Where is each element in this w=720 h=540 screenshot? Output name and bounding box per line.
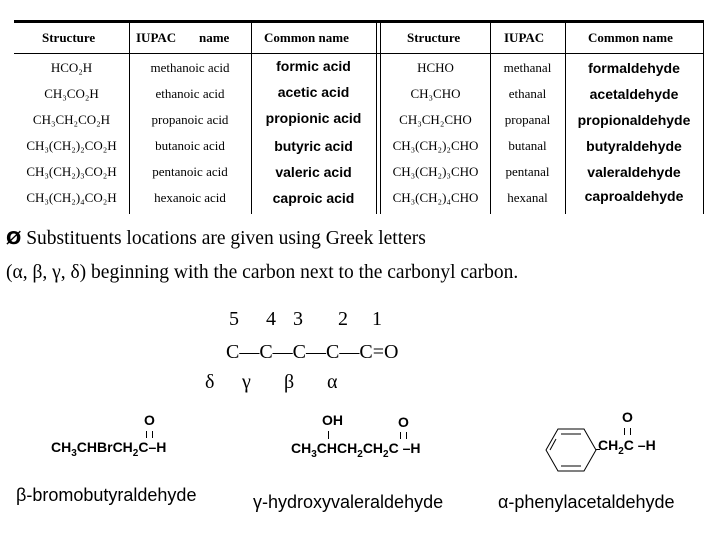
single-bond xyxy=(328,431,329,439)
bullet-line-1 xyxy=(6,228,426,250)
header-structure-left: Structure xyxy=(42,30,96,45)
aldehyde-iupac: pentanal xyxy=(505,164,550,179)
oxygen-atom: O xyxy=(144,412,155,428)
header-iupac-left: IUPAC xyxy=(136,30,177,45)
aldehyde-structure: CH₃CH₂CHO xyxy=(399,112,472,127)
acid-structure: HCO₂H xyxy=(50,60,93,75)
acid-iupac: pentanoic acid xyxy=(152,164,228,179)
chain-number: 4 xyxy=(266,308,276,330)
acid-iupac: propanoic acid xyxy=(151,112,229,127)
aldehyde-iupac: methanal xyxy=(503,60,552,75)
acid-common: caproic acid xyxy=(272,190,355,206)
hydroxyvaleraldehyde-name: γ-hydroxyvaleraldehyde xyxy=(253,492,444,512)
header-common-left: Common name xyxy=(264,30,349,45)
aldehyde-common: caproaldehyde xyxy=(584,188,684,204)
acid-structure: CH₃CO₂H xyxy=(44,86,99,101)
chain-number: 3 xyxy=(293,308,303,330)
acid-common: acetic acid xyxy=(277,84,350,100)
acid-structure: CH₃(CH₂)₂CO₂H xyxy=(26,138,117,153)
aldehyde-structure: CH₃(CH₂)₂CHO xyxy=(392,138,479,153)
acid-iupac: butanoic acid xyxy=(155,138,225,153)
double-bond xyxy=(400,432,407,439)
aldehyde-structure: CH₃CHO xyxy=(410,86,461,101)
chain-number: 5 xyxy=(229,308,239,330)
acid-iupac: hexanoic acid xyxy=(154,190,226,205)
chain-greek: δ xyxy=(205,371,215,393)
acid-common: valeric acid xyxy=(275,164,352,180)
acid-structure: CH₃CH₂CO₂H xyxy=(32,112,111,127)
table-right-border xyxy=(703,23,704,214)
chain-number: 2 xyxy=(338,308,348,330)
aldehyde-iupac: hexanal xyxy=(507,190,548,205)
acid-common: formic acid xyxy=(276,58,351,74)
aldehyde-common: butyraldehyde xyxy=(586,138,682,154)
header-iupac-right: IUPAC xyxy=(504,30,545,45)
header-name-left: name xyxy=(199,30,230,45)
bullet-text-line-1: Substituents locations are given using Greek letters xyxy=(26,228,426,249)
hydroxyl-group: OH xyxy=(322,412,343,428)
chain-number: 1 xyxy=(372,308,382,330)
oxygen-atom: O xyxy=(398,414,409,430)
acid-common: propionic acid xyxy=(265,110,362,126)
oxygen-atom: O xyxy=(622,409,633,425)
double-bond xyxy=(624,428,631,435)
hydroxyvaleraldehyde-formula: $CH_3CHCH_2CH_2C$ –H xyxy=(291,440,421,460)
aldehyde-common: acetaldehyde xyxy=(589,86,679,102)
benzene-ring-icon xyxy=(545,427,597,473)
bullet-text-line-2: (α, β, γ, δ) beginning with the carbon next to the carbonyl carbon. xyxy=(6,262,519,283)
aldehyde-structure: CH₃(CH₂)₄CHO xyxy=(392,190,479,205)
bullet-arrow-icon: Ø xyxy=(6,228,22,249)
chain-greek: β xyxy=(284,371,295,393)
chain-greek: α xyxy=(327,371,338,393)
phenylacetaldehyde-name: α-phenylacetaldehyde xyxy=(498,492,675,512)
aldehyde-structure: CH₃(CH₂)₃CHO xyxy=(392,164,479,179)
aldehyde-structure: HCHO xyxy=(417,60,454,75)
aldehyde-common: propionaldehyde xyxy=(577,112,691,128)
phenylacetaldehyde-formula: $CH_2C$ –H xyxy=(598,437,656,457)
bromobutyraldehyde-formula: $CH_3CHBrCH_2C-H$ xyxy=(51,439,167,459)
nomenclature-table xyxy=(14,20,704,214)
chain-greek: γ xyxy=(242,371,251,393)
acid-iupac: methanoic acid xyxy=(150,60,230,75)
acid-structure: CH₃(CH₂)₃CO₂H xyxy=(26,164,117,179)
aldehyde-common: valeraldehyde xyxy=(587,164,681,180)
aldehyde-iupac: butanal xyxy=(508,138,547,153)
acid-iupac: ethanoic acid xyxy=(155,86,225,101)
aldehyde-iupac: propanal xyxy=(504,112,551,127)
carbon-chain-formula: C—C—C—C—C=O xyxy=(226,341,399,363)
double-bond xyxy=(146,431,153,438)
header-common-right: Common name xyxy=(588,30,673,45)
acid-structure: CH₃(CH₂)₄CO₂H xyxy=(26,190,117,205)
header-structure-right: Structure xyxy=(407,30,461,45)
aldehyde-common: formaldehyde xyxy=(588,60,680,76)
acid-common: butyric acid xyxy=(274,138,353,154)
aldehyde-iupac: ethanal xyxy=(508,86,547,101)
table-header-rule xyxy=(14,53,704,54)
table-top-rule xyxy=(14,20,704,23)
bromobutyraldehyde-name: β-bromobutyraldehyde xyxy=(16,485,197,505)
